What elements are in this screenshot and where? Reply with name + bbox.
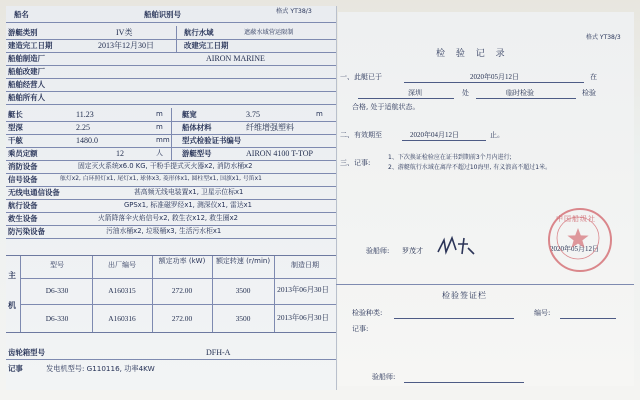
row-builder: 船舶制造厂 AIRON MARINE	[6, 52, 336, 66]
engine-header-date: 制造日期	[291, 261, 319, 269]
main-engine-table: 主 机 型号 出厂编号 额定功率 (kW) 额定转速 (r/min) 制造日期 D6-330 A160315 272.00 3500 2013年06月30日 D6-330 A160316 272.00 3500 2013年06月30日	[6, 255, 336, 333]
ship-name-label: 船名	[14, 10, 29, 19]
row-capacity: 乘员定额 12 人 游艇型号 AIRON 4100 T-TOP	[6, 147, 336, 161]
ship-id-label: 船舶识别号	[144, 10, 181, 19]
row-freeboard: 干舷 1480.0 mm 型式检验证书编号	[6, 134, 336, 148]
row-signal: 信号设备 舷灯x2, 白环照灯x1, 尾灯x1, 球体x3, 菱形体x1, 圆柱型x1, 国旗x1, 号笛x1	[6, 173, 336, 187]
engine-header-model: 型号	[50, 261, 64, 269]
signature	[434, 234, 478, 258]
engine-side-label-2: 机	[8, 301, 16, 310]
row-pollution: 防污染设备 污油水桶x2, 垃圾桶x3, 生活污水柜x1	[6, 225, 336, 239]
row-fire: 消防设备 固定灭火系统x6.0 KG, 干粉手提式灭火器x2, 消防水桶x2	[6, 160, 336, 174]
official-stamp: 中国船级社	[548, 208, 612, 272]
form-code: 格式 YT38/3	[276, 8, 312, 15]
row-gearbox: 齿轮箱型号 DFH-A	[6, 346, 336, 360]
engine-header-power: 额定功率 (kW)	[158, 257, 206, 265]
row-rebuilder: 船舶改建厂	[6, 65, 336, 79]
engine-header-serial: 出厂编号	[108, 261, 136, 269]
row-notes: 记事 发电机型号: G110116, 功率4KW	[8, 364, 155, 373]
row-lifesaving: 救生设备 火箭降落伞火焰信号x2, 救生衣x12, 救生圈x2	[6, 212, 336, 226]
row-length: 艇长 11.23 m 艇宽 3.75 m	[6, 108, 336, 122]
row-build-date: 建造完工日期 2013年12月30日 改建完工日期	[6, 39, 336, 53]
engine-side-label-1: 主	[8, 271, 16, 280]
engine-header-speed: 额定转速 (r/min)	[215, 257, 271, 265]
row-owner: 船舶所有人	[6, 91, 336, 105]
row-depth: 型深 2.25 m 船体材料 纤维增强塑料	[6, 121, 336, 135]
row-operator: 船舶经营人	[6, 78, 336, 92]
header-row	[6, 8, 336, 23]
right-form-code: 格式 YT38/3	[586, 34, 621, 41]
inspection-record-title: 检 验 记 录	[436, 49, 509, 59]
right-page: 格式 YT38/3 检 验 记 录 一、此艇已于 2020年05月12日 在 深圳 处 临时检验 检验 合格, 处于适航状态。 二、有效期至 2020年04月12日 止。 三、记事: 1、下次换证检验应在证书到期前3个月内进行; 2、游艇航行水域在离岸不超过10海里, 有义浪高不超过1米。 验船师: 罗茂才 2020年05月12日 检验签证栏 检验种类: 编号: 记事: 验船师:	[338, 12, 634, 386]
row-yacht-class: 游艇类别 IV类 航行水域 遮蔽水域营运限制	[6, 26, 336, 40]
row-radio: 无线电通信设备 甚高频无线电装置x1, 卫星示位标x1	[6, 186, 336, 200]
row-navigation: 航行设备 GPSx1, 标准磁罗经x1, 测深仪x1, 雷达x1	[6, 199, 336, 213]
endorsement-title: 检验签证栏	[442, 291, 487, 300]
